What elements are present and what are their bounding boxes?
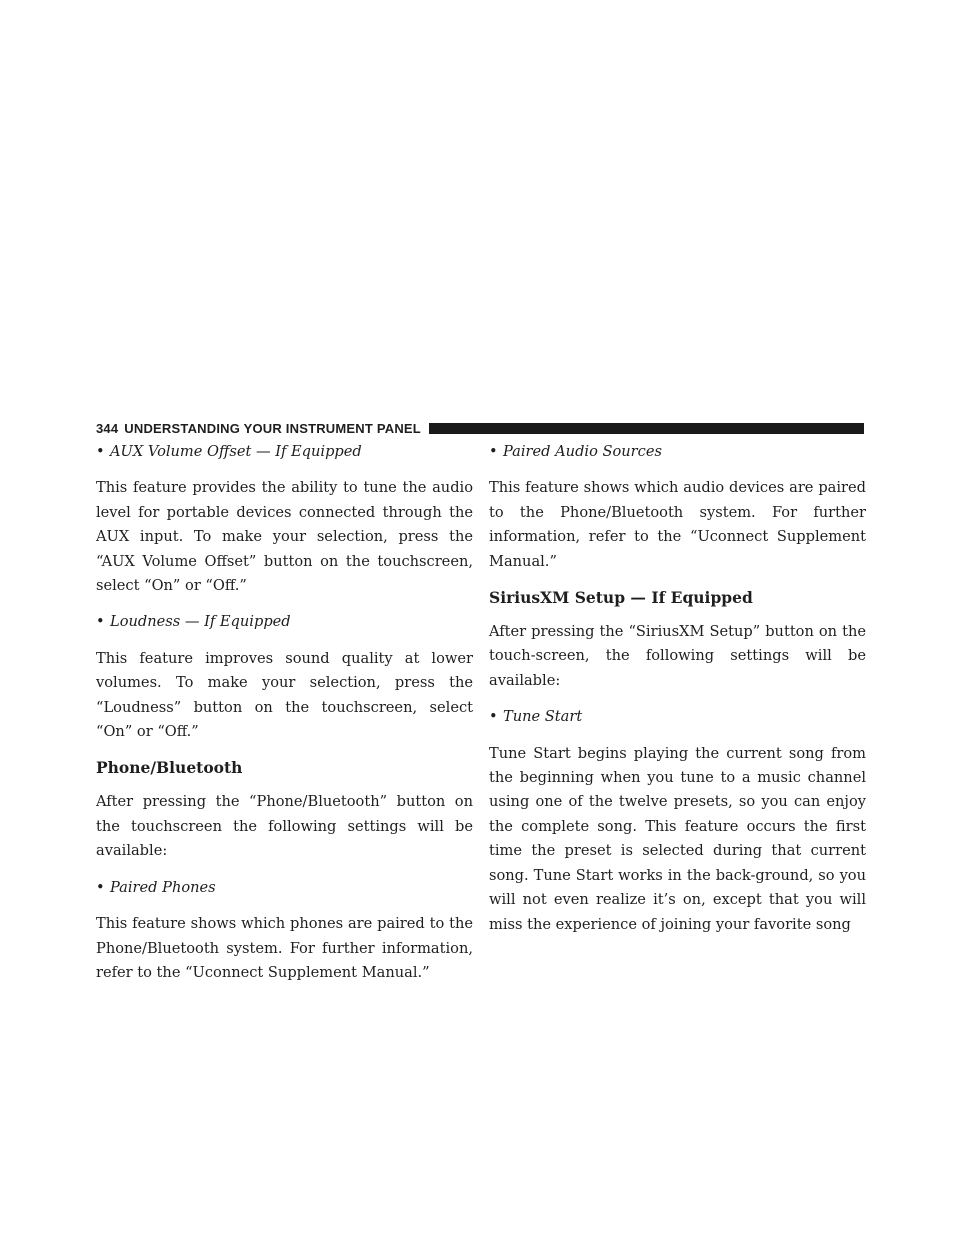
paired-audio-sources-text: This feature shows which audio devices are paired to the Phone/Bluetooth system. For further information, refer to the “Uconnect Supplement Manual.” (489, 479, 866, 570)
bullet-label: AUX Volume Offset — If Equipped (110, 443, 362, 460)
bullet-aux-volume-offset (96, 440, 473, 464)
page-header (96, 418, 864, 438)
loudness-text: This feature improves sound quality at lower volumes. To make your selection, press the “Loudness” button on the touchscreen, select “On” or “Off.” (96, 649, 473, 741)
bullet-dot-icon: • (96, 878, 105, 896)
tune-start-text: Tune Start begins playing the current song from the beginning when you tune to a music channel using one of the twelve presets, so you can enjoy the complete song. This feature occurs the first time the preset is selected during that current song. Tune Start works in the back-ground, so you will not even realize it’s on, except that you will miss the experience of joining your favorite song (489, 744, 866, 933)
bullet-tune-start (489, 705, 866, 729)
bullet-paired-phones (96, 876, 473, 900)
bullet-dot-icon: • (96, 443, 105, 460)
bullet-loudness (96, 610, 473, 634)
bullet-label: Paired Phones (110, 878, 216, 896)
section-title: UNDERSTANDING YOUR INSTRUMENT PANEL (124, 420, 421, 436)
siriusxm-setup-text: After pressing the “SiriusXM Setup” button on the touch-screen, the following settings will be available: (489, 623, 866, 689)
left-column (96, 440, 473, 997)
siriusxm-setup-heading: SiriusXM Setup — If Equipped (489, 588, 753, 608)
paired-phones-text: This feature shows which phones are paired to the Phone/Bluetooth system. For further information, refer to the “Uconnect Supplement Manual.” (96, 915, 473, 981)
bullet-paired-audio-sources (489, 440, 866, 464)
phone-bluetooth-heading: Phone/Bluetooth (96, 758, 243, 778)
bullet-label: Loudness — If Equipped (110, 613, 291, 631)
phone-bluetooth-text: After pressing the “Phone/Bluetooth” button on the touchscreen the following settings will be available: (96, 793, 473, 860)
bullet-label: Tune Start (503, 708, 583, 726)
bullet-dot-icon: • (489, 708, 498, 726)
bullet-dot-icon: • (96, 613, 105, 631)
header-rule (429, 423, 864, 434)
right-column (489, 440, 866, 949)
bullet-label: Paired Audio Sources (503, 443, 662, 460)
bullet-dot-icon: • (489, 443, 498, 460)
page-number: 344 (96, 420, 119, 436)
aux-volume-offset-text: This feature provides the ability to tune the audio level for portable devices connected through the AUX input. To make your selection, press the “AUX Volume Offset” button on the touchscreen, select “On” or “Off.” (96, 479, 473, 595)
